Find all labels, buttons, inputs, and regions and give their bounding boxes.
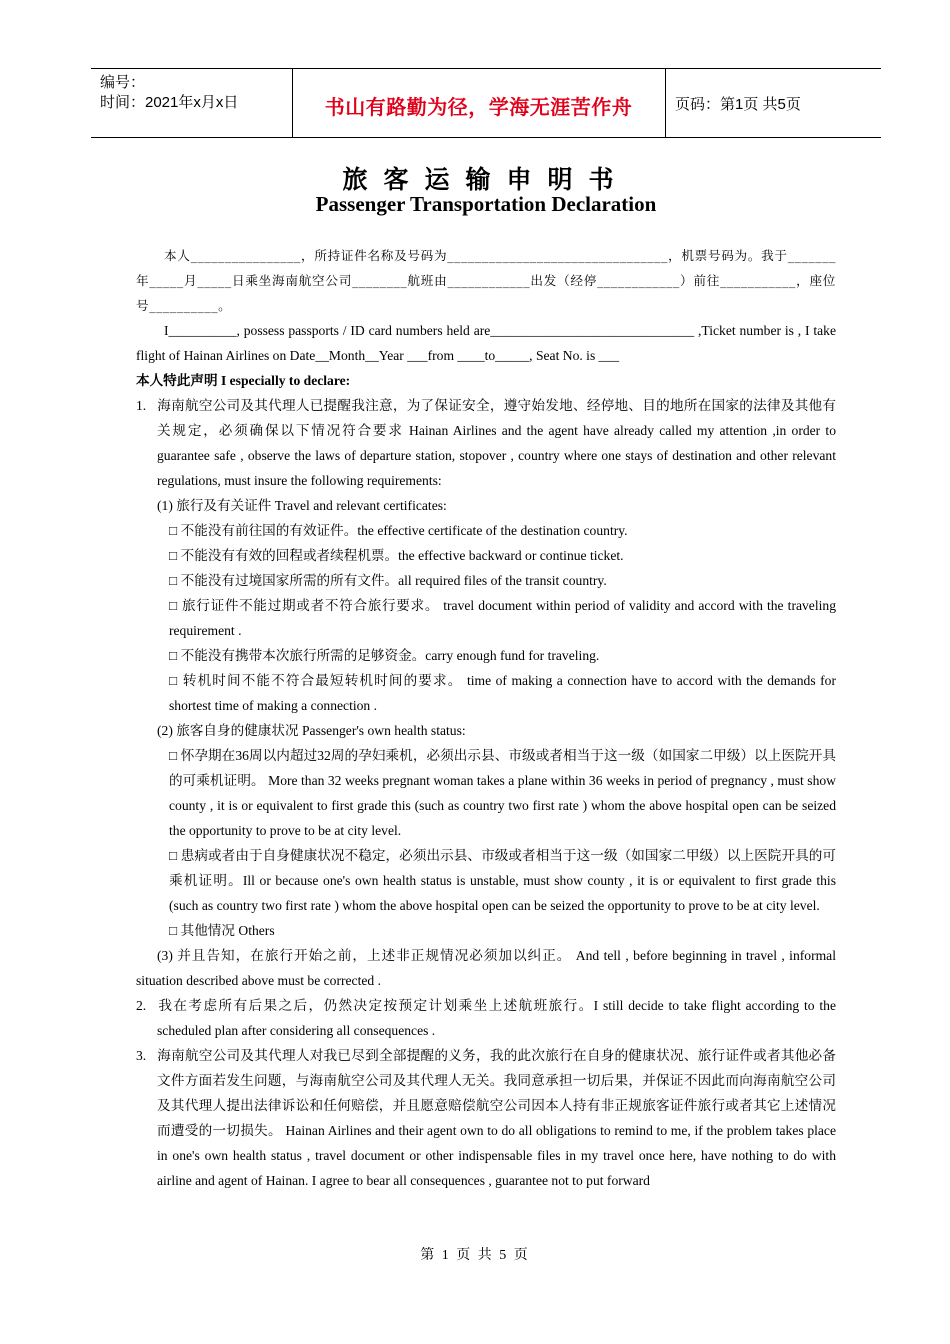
item-1-text: 海南航空公司及其代理人已提醒我注意，为了保证安全，遵守始发地、经停地、目的地所在国家的法律及其他有关规定，必须确保以下情况符合要求 Hainan Airlines and the agent have already called my attention ,in order to guarantee safe , observe the laws of departure station, stopover , country where one stays of destination and other relevant regulations, must insure the following requirements:	[157, 398, 836, 488]
header-middle-cell	[292, 69, 666, 137]
header-right-cell	[666, 69, 881, 137]
header-left-cell	[91, 69, 293, 137]
checkbox-item: □ 不能没有携带本次旅行所需的足够资金。carry enough fund for traveling.	[169, 648, 600, 663]
item-2	[136, 993, 836, 1043]
item-3-number: 3.	[136, 1048, 147, 1063]
checkbox-item: □ 转机时间不能不符合最短转机时间的要求。 time of making a connection have to accord with the demands for shortest time of making a connection .	[169, 673, 836, 713]
item-1-number: 1.	[136, 398, 147, 413]
title-chinese: 旅客运输申明书	[342, 165, 630, 194]
page-footer: 第 1 页 共 5 页	[420, 1248, 530, 1263]
item-1-sub2-title: (2) 旅客自身的健康状况 Passenger's own health status:	[157, 723, 466, 738]
checkbox-item: □ 其他情况 Others	[169, 923, 275, 938]
header-motto: 书山有路勤为径，学海无涯苦作舟	[324, 95, 633, 119]
declare-heading: 本人特此声明 I especially to declare:	[136, 373, 351, 388]
document-body	[136, 243, 836, 1193]
title-english: Passenger Transportation Declaration	[315, 192, 657, 216]
item-2-text: 我在考虑所有后果之后，仍然决定按预定计划乘坐上述航班旅行。I still decide to take flight according to the scheduled plan after considering all consequences .	[157, 998, 836, 1038]
intro-chinese: 本人________________，所持证件名称及号码为________________________________，机票号码为。我于_______年_____月_____日乘坐海南航空公司________航班由____________出发（经停____________）前往___________，座位号__________。	[136, 248, 836, 313]
checkbox-item: □ 旅行证件不能过期或者不符合旅行要求。 travel document within period of validity and accord with the traveling requirement .	[169, 598, 836, 638]
item-3-text: 海南航空公司及其代理人对我已尽到全部提醒的义务，我的此次旅行在自身的健康状况、旅行证件或者其他必备文件方面若发生问题，与海南航空公司及其代理人无关。我同意承担一切后果，并保证不因此而向海南航空公司及其代理人提出法律诉讼和任何赔偿，并且愿意赔偿航空公司因本人持有非正规旅客证件旅行或者其它上述情况而遭受的一切损失。 Hainan Airlines and their agent own to do all obligations to remind to me, if the problem takes place in one's own health status , travel document or other indispensable files in my travel once here, have nothing to do with airline and agent of Hainan. I agree to bear all consequences , guarantee not to put forward	[157, 1048, 836, 1188]
checkbox-item: □ 不能没有前往国的有效证件。the effective certificate of the destination country.	[169, 523, 628, 538]
item-1-sub1-title: (1) 旅行及有关证件 Travel and relevant certificates:	[157, 498, 447, 513]
checkbox-item: □ 不能没有有效的回程或者续程机票。the effective backward or continue ticket.	[169, 548, 624, 563]
page-header	[91, 68, 881, 138]
checkbox-item: □ 不能没有过境国家所需的所有文件。all required files of the transit country.	[169, 573, 607, 588]
item-1-sub3: (3) 并且告知，在旅行开始之前，上述非正规情况必须加以纠正。 And tell , before beginning in travel , informal situation described above must be corrected .	[136, 948, 836, 988]
checkbox-item: □ 怀孕期在36周以内超过32周的孕妇乘机，必须出示县、市级或者相当于这一级（如国家二甲级）以上医院开具的可乘机证明。 More than 32 weeks pregnant woman takes a plane within 36 weeks in period of pregnancy , must show county , it is or equivalent to first grade this (such as country two first rate ) whom the above hospital open can be seized the opportunity to prove to be at city level.	[169, 748, 836, 838]
intro-english: I__________, possess passports / ID card numbers held are______________________________ ,Ticket number is , I take flight of Hainan Airlines on Date__Month__Year ___from ____to_____, Seat No. is ___	[136, 323, 836, 363]
item-1	[136, 393, 836, 493]
header-page-number: 页码：第1页 共5页	[675, 96, 801, 113]
doc-number: 编号：	[100, 74, 146, 91]
item-3	[136, 1043, 836, 1193]
item-2-number: 2.	[136, 998, 147, 1013]
doc-time: 时间：2021年x月x日	[100, 94, 239, 111]
checkbox-item: □ 患病或者由于自身健康状况不稳定，必须出示县、市级或者相当于这一级（如国家二甲级）以上医院开具的可乘机证明。Ill or because one's own health status is unstable, must show county , it is or equivalent to first grade this (such as country two first rate ) whom the above hospital open can be seized the opportunity to prove to be at city level.	[169, 848, 836, 913]
